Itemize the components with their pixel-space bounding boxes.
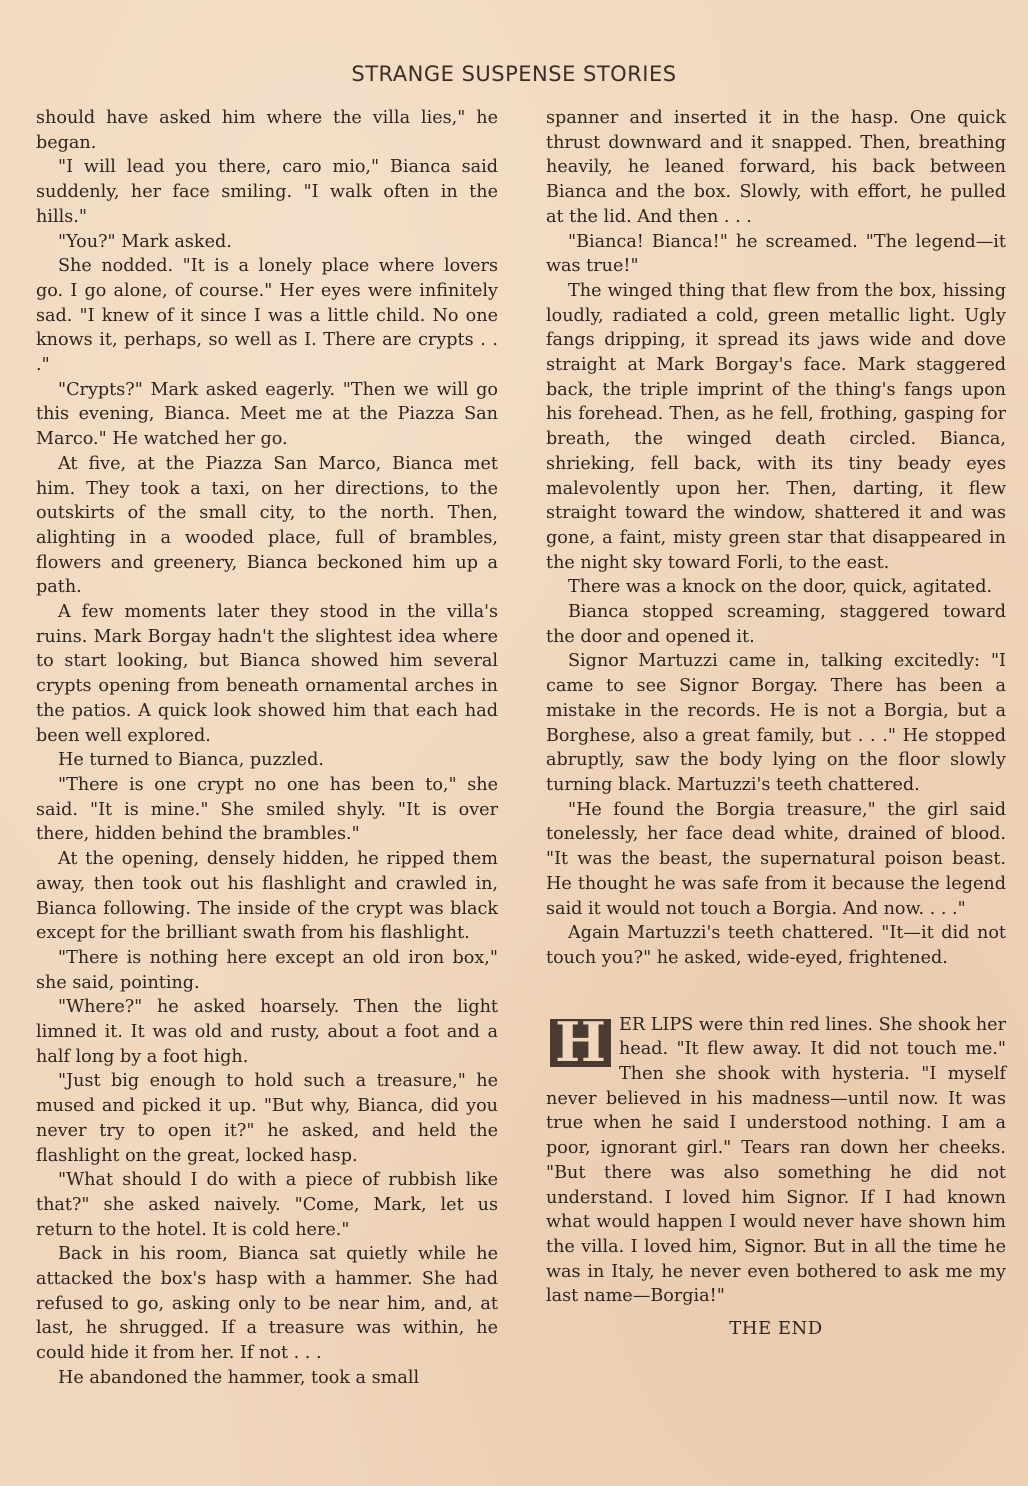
final-paragraph-text: ER LIPS were thin red lines. She shook her head. "It flew away. It did not touch me." Then she shook with hysteria. "I myself never believed in his madness—until now. It was true when he said I understood nothing. I am a poor, ignorant girl." Tears ran down her cheeks. "But there was also something he did not understand. I loved him Signor. If I had known what would happen I would never have shown him the villa. I loved him, Signor. But in all the time he was in Italy, he never even bothered to ask me my last name—Borgia!" <box>546 1014 1006 1307</box>
paragraph: There was a knock on the door, quick, agitated. <box>568 577 993 598</box>
paragraph: "There is nothing here except an old iron box," she said, pointing. <box>36 947 498 993</box>
left-column <box>36 106 498 1391</box>
page-header: STRANGE SUSPENSE STORIES <box>351 62 677 86</box>
paragraph: "What should I do with a piece of rubbish like that?" she asked naively. "Come, Mark, let us return to the hotel. It is cold here." <box>36 1170 498 1240</box>
paragraph: A few moments later they stood in the villa's ruins. Mark Borgay hadn't the slightest idea where to start looking, but Bianca showed him several crypts opening from beneath ornamental arches in the patios. A quick look showed him that each had been well explored. <box>36 602 498 746</box>
paragraph: He abandoned the hammer, took a small <box>58 1367 420 1388</box>
section-gap <box>546 971 1006 1013</box>
right-column <box>546 106 1006 1342</box>
paragraph: She nodded. "It is a lonely place where lovers go. I go alone, of course." Her eyes were infinitely sad. "I knew of it since I was a little child. No one knows it, perhaps, so well as I. There are crypts . . ." <box>36 256 498 376</box>
paragraph: should have asked him where the villa lies," he began. <box>36 108 498 153</box>
paragraph: "Bianca! Bianca!" he screamed. "The legend—it was true!" <box>546 231 1006 277</box>
paragraph: "He found the Borgia treasure," the girl said tonelessly, her face dead white, drained of blood. "It was the beast, the supernatural poison beast. He thought he was safe from it because the legend said it would not touch a Borgia. And now. . . ." <box>546 799 1006 919</box>
paragraph: "Crypts?" Mark asked eagerly. "Then we will go this evening, Bianca. Meet me at the Piazza San Marco." He watched her go. <box>36 379 498 450</box>
paragraph: The winged thing that flew from the box, hissing loudly, radiated a cold, green metallic light. Ugly fangs dripping, it spread its jaws wide and dove straight at Mark Borgay's face. Mark staggered back, the triple imprint of the thing's fangs upon his forehead. Then, as he fell, frothing, gasping for breath, the winged death circled. Bianca, shrieking, fell back, with its tiny beady eyes malevolently upon her. Then, darting, it flew straight toward the window, shattered it and was gone, a faint, misty green star that disappeared in the night sky toward Forli, to the east. <box>546 280 1006 573</box>
paragraph: spanner and inserted it in the hasp. One quick thrust downward and it snapped. Then, breathing heavily, he leaned forward, his back between Bianca and the box. Slowly, with effort, he pulled at the lid. And then . . . <box>546 108 1006 227</box>
paragraph: Bianca stopped screaming, staggered toward the door and opened it. <box>546 602 1006 647</box>
paragraph: "Where?" he asked hoarsely. Then the light limned it. It was old and rusty, about a foot and a half long by a foot high. <box>36 997 498 1067</box>
the-end-label: THE END <box>729 1318 823 1340</box>
paragraph: At the opening, densely hidden, he ripped them away, then took out his flashlight and crawled in, Bianca following. The inside of the crypt was black except for the brilliant swath from his flashlight. <box>36 849 498 944</box>
paragraph: "Just big enough to hold such a treasure," he mused and picked it up. "But why, Bianca, did you never try to open it?" he asked, and held the flashlight on the great, locked hasp. <box>36 1071 498 1166</box>
paragraph: Back in his room, Bianca sat quietly while he attacked the box's hasp with a hammer. She had refused to go, asking only to be near him, and, at last, he shrugged. If a treasure was within, he could hide it from her. If not . . . <box>36 1244 498 1364</box>
final-paragraph <box>546 1009 1006 1309</box>
paragraph: Signor Martuzzi came in, talking excitedly: "I came to see Signor Borgay. There has been a mistake in the records. He is not a Borgia, but a Borghese, also a great family, but . . ." He stopped abruptly, saw the body lying on the floor slowly turning black. Martuzzi's teeth chattered. <box>546 651 1006 795</box>
paragraph: "I will lead you there, caro mio," Bianca said suddenly, her face smiling. "I walk often in the hills." <box>36 157 498 227</box>
paragraph: "There is one crypt no one has been to," she said. "It is mine." She smiled shyly. "It is over there, hidden behind the brambles." <box>36 774 498 845</box>
paragraph: Again Martuzzi's teeth chattered. "It—it did not touch you?" he asked, wide-eyed, frightened. <box>546 923 1006 968</box>
paragraph: He turned to Bianca, puzzled. <box>58 750 324 771</box>
drop-cap: H <box>550 1019 611 1067</box>
paragraph: "You?" Mark asked. <box>58 231 232 252</box>
paragraph: At five, at the Piazza San Marco, Bianca met him. They took a taxi, on her directions, to the outskirts of the small city, to the north. Then, alighting in a wooded place, full of brambles, flowers and greenery, Bianca beckoned him up a path. <box>36 453 498 598</box>
